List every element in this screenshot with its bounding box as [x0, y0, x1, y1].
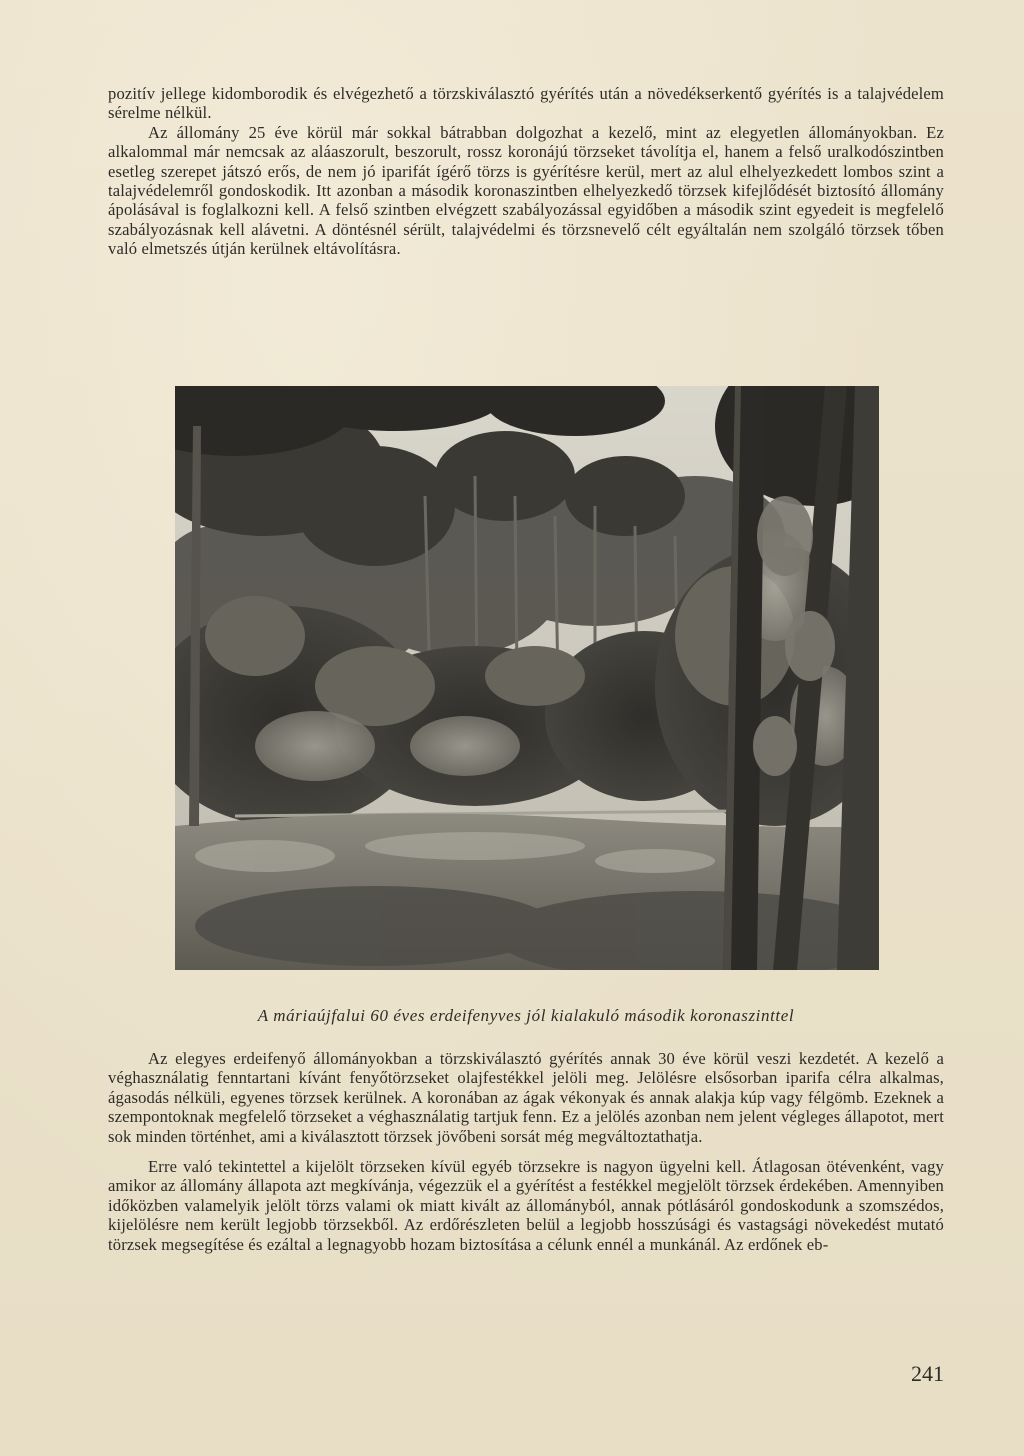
bottom-text-block: [108, 1049, 944, 1254]
paragraph-marked-trees: Erre való tekintettel a kijelölt törzseken kívül egyéb törzsekre is nagyon ügyelni kell. Átlagosan ötévenként, vagy amikor az állomány állapota azt megkívánja, végezzük el a gyérítést a festékkel megjelölt törzsek érdekében. Amennyiben időközben valamelyik jelölt törzs valami ok miatt kivált az állományból, annak pótlásáról gondoskodunk a szomszédos, kijelölésre nem került legjobb törzsekből. Az erdőrészleten belül a legjobb hosszúsági és vastagsági növekedést mutató törzsek megsegítése és ezáltal a legnagyobb hozam biztosítása a célunk ennél a munkánál. Az erdőnek eb-: [108, 1157, 944, 1254]
paragraph-continuation: pozitív jellege kidomborodik és elvégezhető a törzskiválasztó gyérítés után a növedékserkentő gyérítés is a talajvédelem sérelme nélkül.: [108, 84, 944, 123]
forest-photo-illustration: [175, 386, 879, 970]
top-text-block: [108, 84, 944, 259]
page-number: 241: [911, 1361, 944, 1386]
photo-caption: A máriaújfalui 60 éves erdeifenyves jól kialakuló második koronaszinttel: [257, 1006, 795, 1025]
paragraph-mixed-stands: Az elegyes erdeifenyő állományokban a törzskiválasztó gyérítés annak 30 éve körül veszi kezdetét. A kezelő a véghasználatig fenntartani kívánt fenyőtörzseket olajfestékkel jelöli meg. Jelölésre elsősorban iparifa célra alkalmas, ágasodás nélküli, egyenes törzsek kerülnek. A koronában az ágak vékonyak és annak alakja kúp vagy félgömb. Ezeknek a szempontoknak megfelelő törzseket a véghasználatig tartjuk fenn. Ez a jelölés azonban nem jelent végleges állapotot, mert sok minden történhet, ami a kiválasztott törzsek jövőbeni sorsát még megváltoztathatja.: [108, 1049, 944, 1146]
forest-photograph: [175, 386, 879, 970]
paragraph-stand-25-years: Az állomány 25 éve körül már sokkal bátrabban dolgozhat a kezelő, mint az elegyetlen állományokban. Ez alkalommal már nemcsak az aláaszorult, beszorult, rossz koronájú törzseket távolítja el, hanem a felső uralkodószintben esetleg szerepet játszó erős, de nem jó iparifát ígérő törzs is gyérítésre kerül, mert az alul elhelyezkedett lombos szint a talajvédelemről gondoskodik. Itt azonban a második koronaszintben elhelyezkedő törzsek kifejlődését biztosító állomány ápolásával is foglalkozni kell. A felső szintben elvégzett szabályozással egyidőben a második szint egyedeit is megfelelő szabályozásnak kell alávetni. A döntésnél sérült, talajvédelmi és törzsnevelő célt egyáltalán nem szolgáló törzsek tőben való elmetszés útján kerülnek eltávolításra.: [108, 122, 944, 259]
